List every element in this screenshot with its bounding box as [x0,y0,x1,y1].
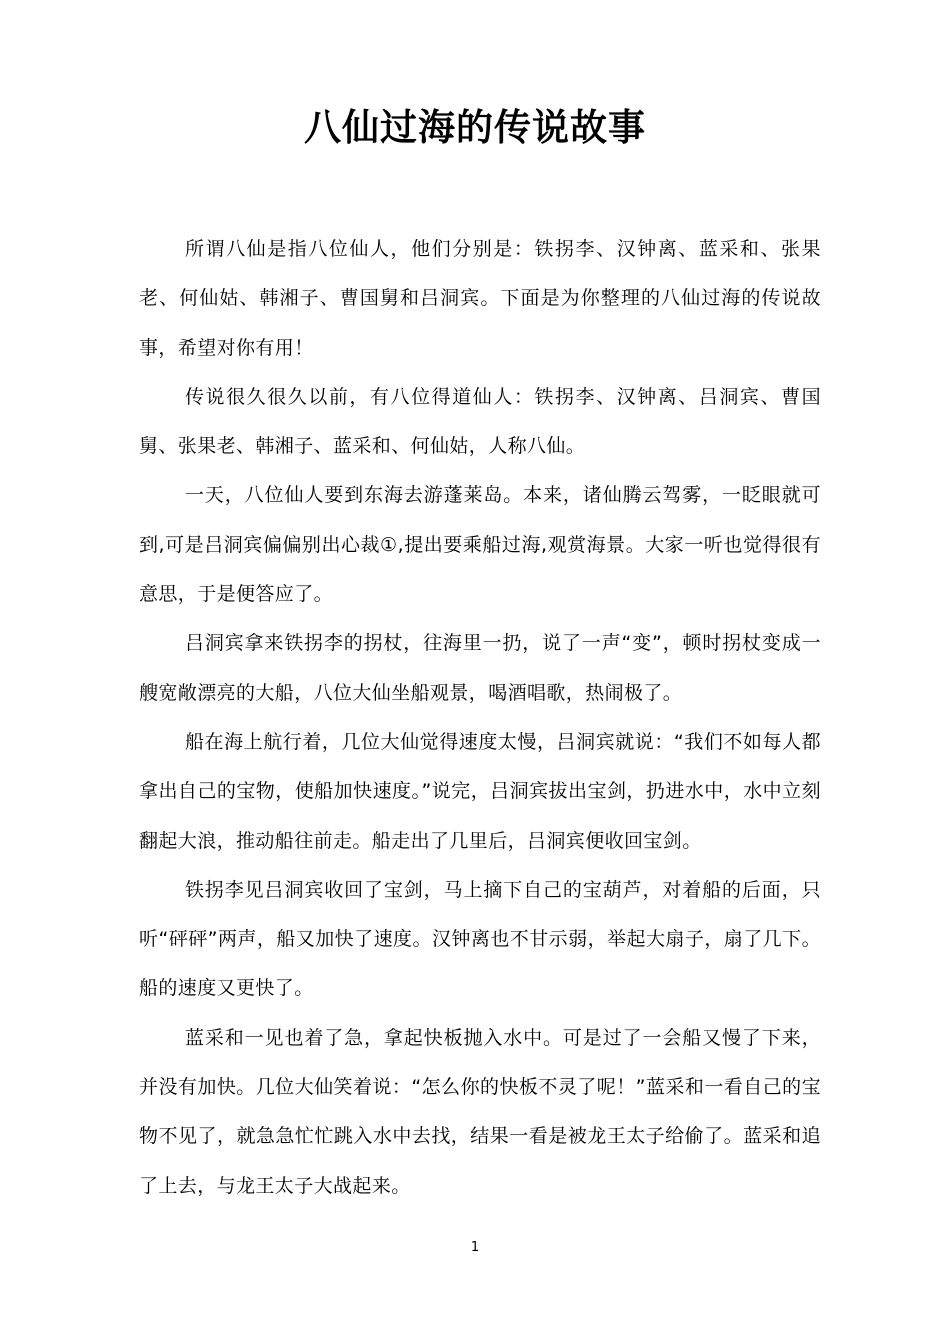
paragraph-sword: 船在海上航行着，几位大仙觉得速度太慢，吕洞宾就说：“我们不如每人都拿出自己的宝物，使船加快速度。”说完，吕洞宾拔出宝剑，扔进水中，水中立刻翻起大浪，推动船往前走。船走出了几里后，吕洞宾便收回宝剑。 [139,730,821,852]
page-number: 1 [470,1240,480,1255]
paragraph-intro: 所谓八仙是指八位仙人，他们分别是：铁拐李、汉钟离、蓝采和、张果老、何仙姑、韩湘子、曹国舅和吕洞宾。下面是为你整理的八仙过海的传说故事，希望对你有用！ [139,238,821,359]
paragraph-legend-opening: 传说很久很久以前，有八位得道仙人：铁拐李、汉钟离、吕洞宾、曹国舅、张果老、韩湘子、蓝采和、何仙姑，人称八仙。 [139,385,821,458]
paragraph-boat-transform: 吕洞宾拿来铁拐李的拐杖，往海里一扔，说了一声“变”，顿时拐杖变成一艘宽敞漂亮的大船，八位大仙坐船观景，喝酒唱歌，热闹极了。 [139,632,821,704]
document-title: 八仙过海的传说故事 [304,106,646,149]
paragraph-castanets: 蓝采和一见也着了急，拿起快板抛入水中。可是过了一会船又慢了下来，并没有加快。几位大仙笑着说：“怎么你的快板不灵了呢！”蓝采和一看自己的宝物不见了，就急急忙忙跳入水中去找，结果一看是被龙王太子给偷了。蓝采和追了上去，与龙王太子大战起来。 [139,1026,821,1197]
paragraph-gourd-fan: 铁拐李见吕洞宾收回了宝剑，马上摘下自己的宝葫芦，对着船的后面，只听“砰砰”两声，船又加快了速度。汉钟离也不甘示弱，举起大扇子，扇了几下。船的速度又更快了。 [139,878,821,1000]
document-body [139,225,821,1211]
paragraph-trip-plan: 一天，八位仙人要到东海去游蓬莱岛。本来，诸仙腾云驾雾，一眨眼就可到,可是吕洞宾偏偏别出心裁①,提出要乘船过海,观赏海景。大家一听也觉得很有意思，于是便答应了。 [139,484,821,606]
